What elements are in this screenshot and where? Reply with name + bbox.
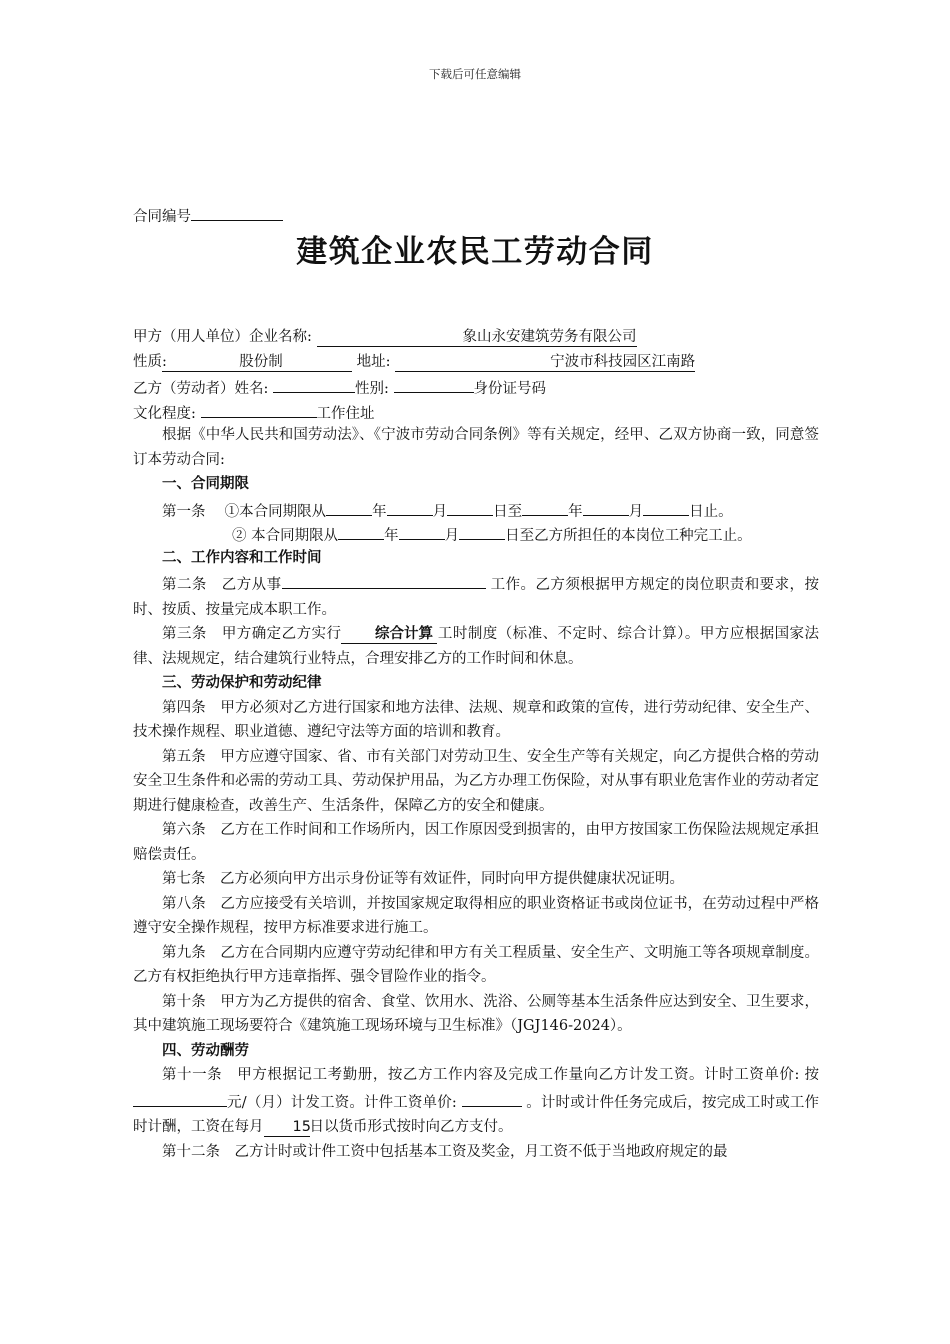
article-1-option-2: ② 本合同期限从 年 月 日至乙方所担任的本岗位工种完工止。 xyxy=(133,521,819,546)
section-heading: 二、工作内容和工作时间 xyxy=(162,549,322,566)
opt2-month-field[interactable] xyxy=(399,521,445,540)
header-note: 下载后可任意编辑 xyxy=(429,67,521,81)
payday-field[interactable]: 15 xyxy=(264,1118,310,1137)
article-7: 第七条 乙方必须向甲方出示身份证等有效证件，同时向甲方提供健康状况证明。 xyxy=(162,871,684,887)
education-field[interactable] xyxy=(201,399,317,418)
start-month-field[interactable] xyxy=(387,497,433,516)
party-b-line: 乙方（劳动者）姓名: 性别: 身份证号码 xyxy=(133,374,819,399)
party-b-gender-field[interactable] xyxy=(394,374,474,393)
opt2-year-field[interactable] xyxy=(338,521,384,540)
end-day-field[interactable] xyxy=(643,497,689,516)
party-a-nature-field[interactable]: 股份制 xyxy=(170,353,352,372)
hourly-wage-field[interactable] xyxy=(133,1088,227,1107)
article-5: 第五条 甲方应遵守国家、省、市有关部门对劳动卫生、安全生产等有关规定，向乙方提供合格的劳动安全卫生条件和必需的劳动工具、劳动保护用品，为乙方办理工伤保险，对从事有职业危害作业的劳动者定期进行健康检查，改善生产、生活条件，保障乙方的安全和健康。 xyxy=(133,748,819,814)
contract-body xyxy=(133,325,819,1164)
opt2-day-field[interactable] xyxy=(459,521,505,540)
article-6: 第六条 乙方在工作时间和工作场所内，因工作原因受到损害的，由甲方按国家工伤保险法规规定承担赔偿责任。 xyxy=(133,822,819,863)
party-a-name-field[interactable]: 象山永安建筑劳务有限公司 xyxy=(317,328,637,347)
start-day-field[interactable] xyxy=(447,497,493,516)
article-11: 第十一条 甲方根据记工考勤册，按乙方工作内容及完成工作量向乙方计发工资。计时工资单价: 按元/（月）计发工资。计件工资单价: 。计时或计件任务完成后，按完成工时或工作时计酬，工资在每月 15日以货币形式按时向乙方支付。 xyxy=(133,1067,820,1135)
party-a-nature-line: 性质: 股份制 地址: 宁波市科技园区江南路 xyxy=(133,353,696,370)
article-1-option-1: 第一条 ①本合同期限从 年 月 日至 年 月 日止。 xyxy=(133,497,819,522)
contract-number-label: 合同编号 xyxy=(133,209,191,225)
article-10: 第十条 甲方为乙方提供的宿舍、食堂、饮用水、洗浴、公厕等基本生活条件应达到安全、卫生要求，其中建筑施工现场要符合《建筑施工现场环境与卫生标准》（JGJ146-2024）。 xyxy=(133,993,819,1034)
article-9: 第九条 乙方在合同期内应遵守劳动纪律和甲方有关工程质量、安全生产、文明施工等各项规章制度。乙方有权拒绝执行甲方违章指挥、强令冒险作业的指令。 xyxy=(133,944,819,985)
party-b-name-field[interactable] xyxy=(273,374,355,393)
work-hour-system-field[interactable]: 综合计算 xyxy=(341,625,437,644)
contract-number-blank[interactable] xyxy=(191,202,283,221)
end-year-field[interactable] xyxy=(522,497,568,516)
party-a-address-field[interactable]: 宁波市科技园区江南路 xyxy=(395,353,695,372)
article-12: 第十二条 乙方计时或计件工资中包括基本工资及奖金，月工资不低于当地政府规定的最 xyxy=(162,1143,728,1160)
section-heading: 三、劳动保护和劳动纪律 xyxy=(162,675,322,691)
section-heading: 一、合同期限 xyxy=(162,476,249,492)
article-3: 第三条 甲方确定乙方实行 综合计算 工时制度（标准、不定时、综合计算）。甲方应根据国家法律、法规规定，结合建筑行业特点，合理安排乙方的工作时间和休息。 xyxy=(133,626,820,667)
end-month-field[interactable] xyxy=(583,497,629,516)
article-2: 第二条 乙方从事 工作。乙方须根据甲方规定的岗位职责和要求，按时、按质、按量完成本职工作。 xyxy=(133,570,819,622)
article-8: 第八条 乙方应接受有关培训，并按国家规定取得相应的职业资格证书或岗位证书，在劳动过程中严格遵守安全操作规程，按甲方标准要求进行施工。 xyxy=(133,895,819,936)
preamble: 根据《中华人民共和国劳动法》、《宁波市劳动合同条例》等有关规定，经甲、乙双方协商一致，同意签订本劳动合同: xyxy=(133,427,819,468)
piece-wage-field[interactable] xyxy=(462,1088,522,1107)
start-year-field[interactable] xyxy=(326,497,372,516)
article-4: 第四条 甲方必须对乙方进行国家和地方法律、法规、规章和政策的宣传，进行劳动纪律、安全生产、技术操作规程、职业道德、遵纪守法等方面的培训和教育。 xyxy=(133,699,819,740)
section-heading: 四、劳动酬劳 xyxy=(162,1042,249,1059)
job-field[interactable] xyxy=(282,570,486,589)
party-a-name-line: 甲方（用人单位）企业名称: 象山永安建筑劳务有限公司 xyxy=(133,329,637,345)
education-line: 文化程度: 工作住址 xyxy=(133,399,819,424)
contract-number xyxy=(133,202,283,226)
document-title: 建筑企业农民工劳动合同 xyxy=(296,234,654,270)
